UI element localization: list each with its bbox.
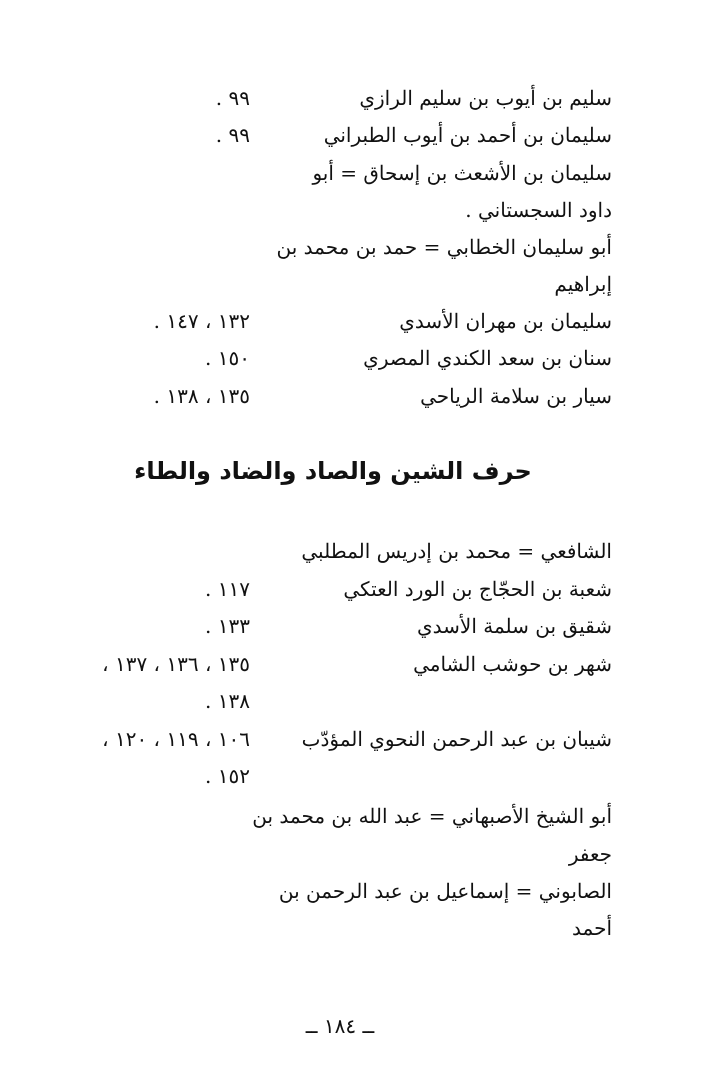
- entry-name: الصابوني = إسماعيل بن عبد الرحمن بن: [278, 879, 612, 903]
- entry-name: الشافعي = محمد بن إدريس المطلبي: [301, 539, 612, 563]
- entry-pages: ١٣٢ ، ١٤٧ .: [153, 309, 250, 333]
- entry-continuation: داود السجستاني .: [465, 198, 612, 222]
- entry-pages: ١٠٦ ، ١١٩ ، ١٢٠ ،: [102, 727, 250, 751]
- entry-continuation: إبراهيم: [554, 272, 612, 296]
- entry-pages: ٩٩ .: [215, 86, 250, 110]
- entry-name: سليم بن أيوب بن سليم الرازي: [359, 86, 612, 110]
- entry-pages-continuation: ١٥٢ .: [205, 764, 250, 788]
- entry-name: سليمان بن أحمد بن أيوب الطبراني: [323, 123, 612, 147]
- entry-name: شهر بن حوشب الشامي: [413, 652, 612, 676]
- section-heading: حرف الشين والصاد والضاد والطاء: [134, 457, 532, 485]
- entry-name: أبو الشيخ الأصبهاني = عبد الله بن محمد بن: [252, 804, 612, 828]
- entry-name: سنان بن سعد الكندي المصري: [363, 346, 612, 370]
- entry-name: سليمان بن الأشعث بن إسحاق = أبو: [312, 161, 612, 185]
- entry-pages: ٩٩ .: [215, 123, 250, 147]
- entry-name: شيبان بن عبد الرحمن النحوي المؤدّب: [301, 727, 612, 751]
- entry-pages-continuation: ١٣٨ .: [205, 689, 250, 713]
- entry-pages: ١١٧ .: [205, 577, 250, 601]
- entry-name: شقيق بن سلمة الأسدي: [417, 614, 612, 638]
- entry-name: أبو سليمان الخطابي = حمد بن محمد بن: [276, 235, 612, 259]
- entry-continuation: جعفر: [568, 842, 612, 866]
- entry-name: سيار بن سلامة الرياحي: [420, 384, 612, 408]
- entry-continuation: أحمد: [572, 916, 612, 940]
- entry-name: شعبة بن الحجّاج بن الورد العتكي: [343, 577, 612, 601]
- page-number: ــ ١٨٤ ــ: [305, 1014, 375, 1038]
- entry-pages: ١٥٠ .: [205, 346, 250, 370]
- entry-pages: ١٣٥ ، ١٣٨ .: [153, 384, 250, 408]
- entry-pages: ١٣٥ ، ١٣٦ ، ١٣٧ ،: [102, 652, 250, 676]
- entry-name: سليمان بن مهران الأسدي: [399, 309, 612, 333]
- entry-pages: ١٣٣ .: [205, 614, 250, 638]
